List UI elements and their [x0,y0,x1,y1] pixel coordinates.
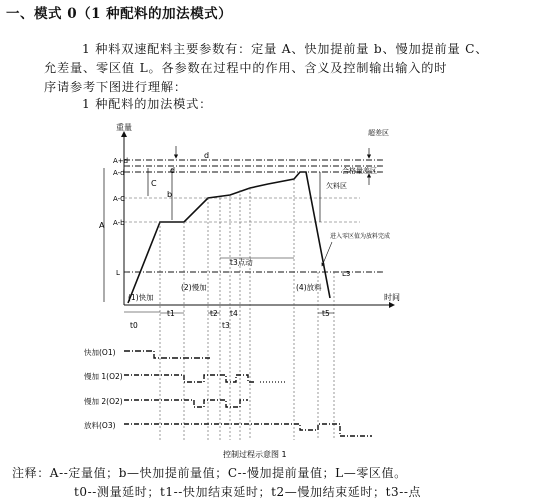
signal-slow2 [124,400,248,407]
phase-slow-feed: (2)慢加 [181,283,207,292]
dim-label-c: C [151,179,157,188]
intro-line-1: 1 种料双速配料主要参数有：定量 A、快加提前量 b、慢加提前量 C、 [82,42,489,56]
note-line-1: 注释：A--定量值；b—快加提前量值；C--慢加提前量值；L—零区值。 [12,466,407,480]
y-axis-label: 重量 [116,123,132,132]
y-mark-a-minus-b: A-b [113,219,125,227]
section-heading: 一、模式 0（1 种配料的加法模式） [6,6,233,22]
signal-label-slow1: 慢加 1(O2) [84,372,123,381]
signal-discharge [124,424,372,436]
signal-slow1 [124,375,254,382]
signal-label-slow2: 慢加 2(O2) [84,397,123,406]
note-line-2: t0--测量延时；t1--快加结束延时；t2—慢加结束延时；t3--点 [74,485,422,499]
time-t4: t4 [230,309,238,318]
time-t1: t1 [167,309,175,318]
diagram-caption: 控制过程示意图 1 [223,450,287,459]
y-mark-a-plus-d: A+d [113,157,129,165]
phase-fast-feed: (1)快加 [128,293,154,302]
dim-label-b: b [167,190,173,199]
label-qualified-zone: 合格量差区 [342,167,377,175]
label-zero-zone: 进入零区值为放料完成 [330,233,391,240]
phase-discharge: (4)放料 [296,283,322,292]
intro-line-3: 序请参考下图进行理解： [44,80,187,94]
x-axis-label: 时间 [384,293,400,302]
time-t2: t2 [210,309,218,318]
time-t3: t3 [222,321,230,330]
signal-label-discharge: 放料(O3) [84,421,116,430]
dim-label-a: A [99,221,105,230]
y-mark-a-minus-c: A-C [113,195,126,203]
y-mark-l: L [116,269,120,277]
label-l3: L3 [342,270,351,278]
notes [12,464,421,502]
label-shortage-zone: 欠料区 [326,182,347,190]
dim-label-d-mid: d [170,166,176,175]
signal-label-fast: 快加(O1) [84,348,116,357]
y-mark-a-minus-d: A-d [113,169,125,177]
intro-line-2: 允差量、零区值 L。各参数在过程中的作用、含义及控制输出输入的时 [44,61,448,75]
label-t3-jog: t3点动 [230,258,253,267]
signal-fast [124,351,210,358]
dim-label-d-top: d [204,151,210,160]
label-over-zone: 超差区 [368,129,389,137]
time-t0: t0 [130,321,138,330]
diagram-subtitle: 1 种配料的加法模式： [82,97,213,111]
time-t5: t5 [322,309,330,318]
